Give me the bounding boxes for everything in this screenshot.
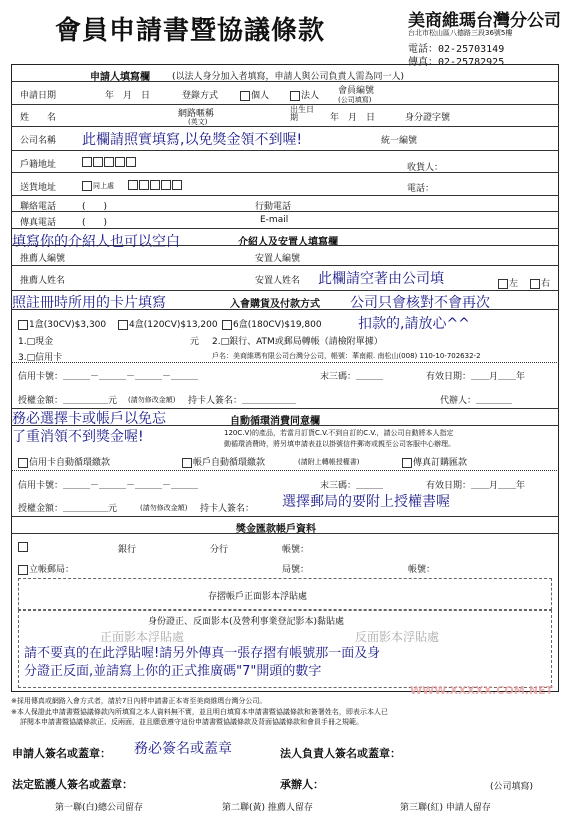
auto-section-title: 自動循環消費同意欄 (230, 416, 320, 427)
auto-auth-amount-field[interactable]: 授權金額：＿＿＿＿＿元 (18, 504, 118, 514)
annotation-placement: 此欄請空著由公司填 (318, 271, 444, 287)
auto-valid-field[interactable]: 有效日期：＿＿月＿＿年 (426, 481, 526, 491)
form-title: 會員申請書暨協議條款 (55, 16, 326, 46)
note-3: 詳閱本申請書暨協議條款正、反兩面，並且願意遵守這份申請書暨協議條款及背面協議條款和會員手冊之規範。 (20, 718, 363, 726)
annotation-paste-2: 分證正反面,並請寫上你的正式推廣碼"7"開頭的數字 (24, 664, 322, 679)
holder-field[interactable]: 持卡人簽名：＿＿＿＿＿＿ (188, 396, 297, 406)
post-office-label: 局號： (282, 565, 310, 575)
valid-field[interactable]: 有效日期：＿＿月＿＿年 (426, 372, 526, 382)
bank-account-label: 帳號： (282, 545, 310, 555)
auto-last3-field[interactable]: 末三碼：＿＿＿ (320, 481, 384, 491)
watermark: WWW.XXXXX.COM.NET (410, 684, 554, 697)
date-field[interactable]: 年 月 日 (105, 91, 151, 101)
placement-name-label: 安置人姓名 (255, 276, 301, 286)
shipping-zip[interactable] (128, 180, 183, 191)
left-checkbox[interactable]: 左 (498, 276, 518, 289)
copy-2: 第二聯(黃) 推薦人留存 (222, 803, 313, 813)
nickname-label: 網路暱稱 (178, 109, 215, 119)
bonus-section-title: 獎金匯款帳戶資料 (236, 524, 316, 535)
opt2-checkbox[interactable]: 4盒(120CV)$13,200 (118, 317, 218, 330)
placement-no-label: 安置人編號 (255, 254, 301, 264)
birth-label: 出生日期 (290, 105, 314, 122)
card-no-field[interactable]: 信用卡號：＿＿＿－＿＿＿－＿＿＿－＿＿＿ (18, 372, 199, 382)
fax-label: 傳真電話 (20, 218, 57, 228)
company-name: 美商維瑪台灣分公司 (408, 11, 561, 31)
auto-holder-field[interactable]: 持卡人簽名： (200, 504, 255, 514)
company-label: 公司名稱 (20, 136, 57, 146)
date-label: 申請日期 (20, 91, 57, 101)
handler-label: 承辦人： (280, 778, 324, 791)
purchase-section-title: 入會購貨及付款方式 (230, 299, 320, 310)
phone-label: 電話： (407, 184, 435, 194)
same-as-checkbox[interactable]: 同上處 (82, 181, 114, 191)
applicant-section-title: 申請人填寫欄 (90, 72, 150, 83)
branch-label: 分行 (210, 545, 229, 555)
auto-card-no-field[interactable]: 信用卡號：＿＿＿－＿＿＿－＿＿＿－＿＿＿ (18, 481, 199, 491)
auto-desc-2: 動循環消費時，將另填申請表並以掛號信件郵寄或親至公司客服中心辦理。 (224, 440, 455, 448)
id-label: 身分證字號 (405, 113, 451, 123)
annotation-company: 此欄請照實填寫,以免獎金領不到喔! (82, 132, 303, 148)
post-account-label: 帳號： (408, 565, 436, 575)
name-label: 姓 名 (20, 113, 57, 123)
auto-auth-note: (請勿修改金額) (140, 504, 188, 512)
front-paste-label: 正面影本浮貼處 (100, 630, 185, 644)
pay-card-checkbox[interactable]: 3.□信用卡 (18, 353, 63, 363)
pay-bank-checkbox[interactable]: 2.□銀行、ATM或郵局轉帳（請檢附單據） (212, 337, 383, 347)
nickname-note: (英文) (188, 118, 208, 126)
opt1-checkbox[interactable]: 1盒(30CV)$3,300 (18, 317, 106, 330)
card-auto-checkbox[interactable]: 信用卡自動循環繳款 (18, 455, 110, 468)
contact-label: 聯絡電話 (20, 202, 57, 212)
account-auto-checkbox[interactable]: 帳戶自動循環繳款 (182, 455, 265, 468)
annotation-auto-2: 了重消領不到獎金喔! (12, 429, 144, 445)
ref-name-label: 推薦人姓名 (20, 276, 66, 286)
receiver-label: 收貨人： (407, 163, 444, 173)
personal-checkbox[interactable]: 個人 (240, 88, 269, 101)
household-label: 戶籍地址 (20, 160, 57, 170)
back-paste-label: 反面影本浮貼處 (355, 630, 440, 644)
mobile-label: 行動電話 (255, 202, 292, 212)
annotation-verify-1: 公司只會核對不會再次 (350, 295, 490, 311)
annotation-post: 選擇郵局的要附上授權書喔 (282, 494, 450, 510)
copy-1: 第一聯(白)總公司留存 (55, 803, 144, 813)
passbook-label: 存摺帳戶正面影本浮貼處 (208, 592, 308, 602)
auth-amount-field[interactable]: 授權金額：＿＿＿＿＿元 (18, 396, 118, 406)
corp-sign-label: 法人負責人簽名或蓋章： (280, 747, 401, 760)
auth-note: (請勿修改金額) (128, 396, 176, 404)
pay-cash-unit: 元 (190, 337, 200, 347)
pay-cash-checkbox[interactable]: 1.□現金 (18, 337, 54, 347)
birth-field[interactable]: 年 月 日 (330, 113, 376, 123)
account-info: 戶名：美商維瑪有限公司台灣分公司，帳號：華南銀. 南松山(008) 110-10-702632-2 (212, 352, 481, 360)
annotation-referrer: 填寫你的介紹人也可以空白 (12, 234, 180, 250)
shipping-label: 送貨地址 (20, 183, 57, 193)
email-label: E-mail (260, 215, 289, 225)
applicant-sign-label: 申請人簽名或蓋章： (12, 747, 111, 760)
annotation-sign: 務必簽名或蓋章 (134, 741, 232, 757)
note-2: ※本人保證此申請書暨協議條款內所填寫之本人資料無不實，並且明白填寫本申請書暨協議條款和簽署姓名，即表示本人已 (11, 708, 388, 716)
contact-field[interactable]: ( ) (82, 202, 108, 212)
annotation-paste-1: 請不要真的在此浮貼喔!請另外傳真一張存摺有帳號那一面及身 (24, 646, 381, 661)
auto-desc-1: 120C.V)的產品，若當月訂貨C.V.不到自訂的C.V.，請公司自動將本人指定 (224, 429, 454, 437)
register-label: 登錄方式 (182, 91, 219, 101)
ref-no-label: 推薦人編號 (20, 254, 66, 264)
id-copy-label: 身份證正、反面影本(及營利事業登記影本)黏貼處 (148, 617, 345, 627)
annotation-verify-2: 扣款的,請放心^^ (358, 316, 470, 332)
applicant-section-note: (以法人身分加入者填寫，申請人與公司負責人需為同一人) (172, 72, 405, 82)
checkbox-icon (290, 91, 300, 101)
guardian-sign-label: 法定監護人簽名或蓋章： (12, 778, 133, 791)
note-1: ※採用傳真或網路入會方式者，請於7日內將申請書正本寄至美商維瑪台灣分公司。 (11, 697, 267, 705)
fax-order-checkbox[interactable]: 傳真訂購匯款 (402, 455, 467, 468)
copy-3: 第三聯(紅) 申請人留存 (400, 803, 491, 813)
referrer-section-title: 介紹人及安置人填寫欄 (238, 237, 338, 248)
company-tel: 電話：02-25703149 (408, 44, 505, 55)
corporate-checkbox[interactable]: 法人 (290, 88, 319, 101)
bank-checkbox[interactable] (18, 542, 29, 553)
member-no-note: (公司填寫) (338, 96, 372, 104)
fax-field[interactable]: ( ) (82, 218, 108, 228)
last3-field[interactable]: 末三碼：＿＿＿ (320, 372, 384, 382)
unified-no-label: 統一編號 (381, 136, 418, 146)
company-fill-note: (公司填寫) (490, 782, 534, 792)
checkbox-icon (240, 91, 250, 101)
member-no-label: 會員編號 (338, 86, 375, 96)
right-checkbox[interactable]: 右 (530, 276, 550, 289)
opt3-checkbox[interactable]: 6盒(180CV)$19,800 (222, 317, 322, 330)
annotation-auto-1: 務必選擇卡或帳戶以免忘 (12, 411, 166, 427)
annotation-card: 照註冊時所用的卡片填寫 (12, 295, 166, 311)
company-address: 台北市松山區八德路三段36號5樓 (408, 29, 513, 37)
post-checkbox[interactable]: 立帳郵局： (18, 562, 74, 575)
proxy-field[interactable]: 代辦人：＿＿＿＿ (440, 396, 513, 406)
company-fax: 傳真：02-25782925 (408, 57, 505, 68)
household-zip[interactable] (82, 157, 137, 168)
bank-label: 銀行 (118, 545, 137, 555)
account-auto-note: (請附上轉帳授權書) (298, 458, 360, 466)
